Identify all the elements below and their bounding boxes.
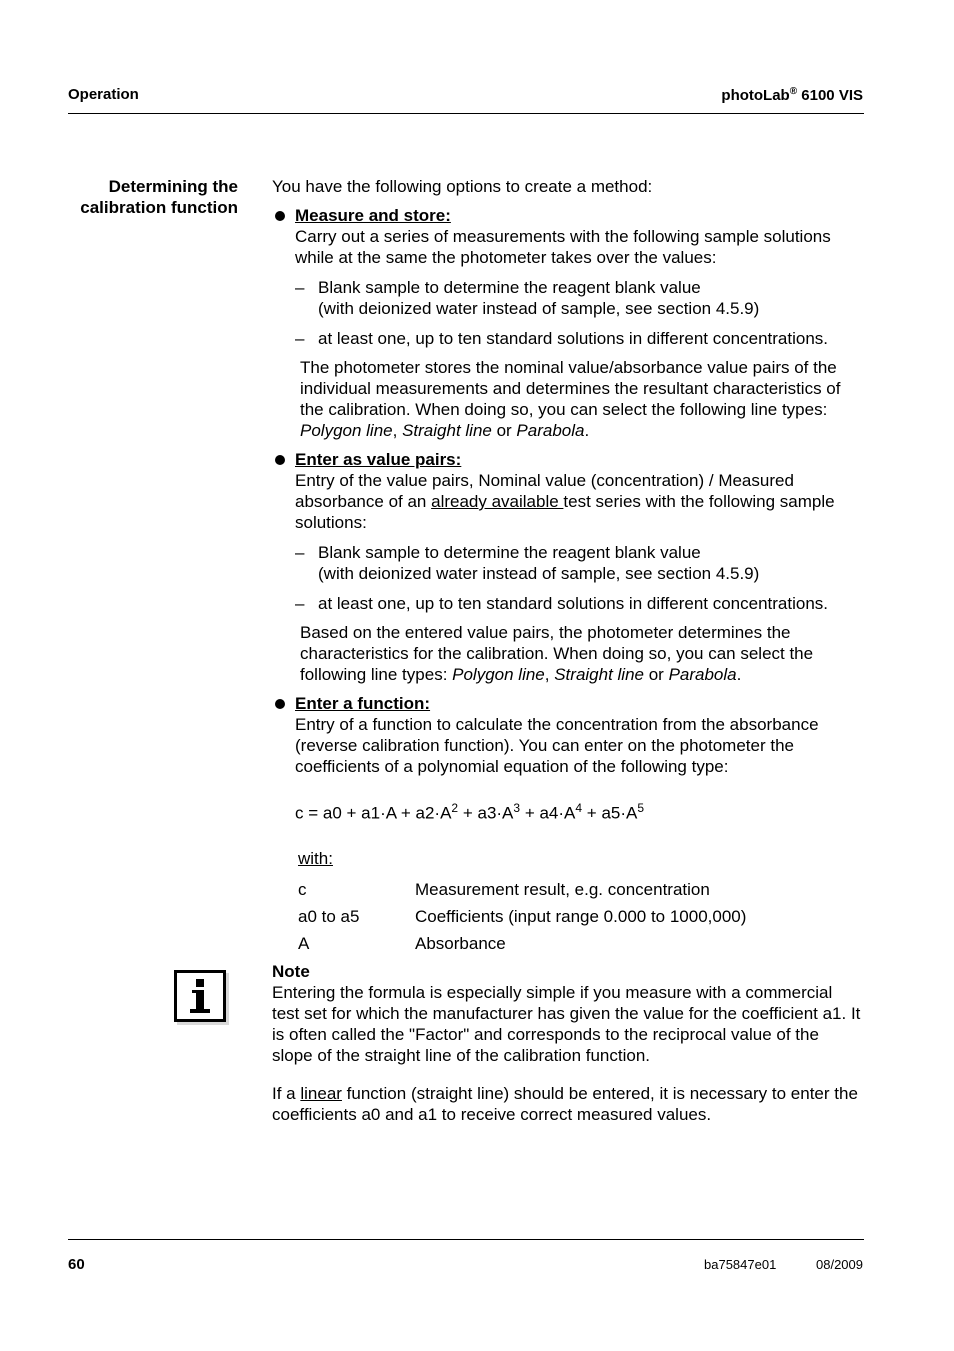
footer-rule [68,1239,864,1240]
dash-item [272,593,862,614]
option-text: Carry out a series of measurements with the following sample solutions while at the same the photometer takes over the values: [295,227,831,267]
definition-row [298,876,862,903]
option-description: The photometer stores the nominal value/absorbance value pairs of the individual measurements and determines the resultant characteristics of the calibration. When doing so, you can select the following line types: Polygon line, Straight line or Parabola. [300,358,841,440]
linear-link: linear [300,1084,342,1103]
side-heading-line1: Determining the [108,177,238,196]
dash-text: (with deionized water instead of sample, see section 4.5.9) [318,564,760,583]
polynomial-formula: $c = a0 + a1\cdot A + a2\cdot A^2 + a3\cdot A^3 + a4\cdot A^4 + a5\cdot A^5$ [295,801,645,823]
main-content [272,176,862,957]
definition-term: c [298,879,307,899]
bullet-icon [275,699,285,709]
line-type-polygon: Polygon line [452,665,545,684]
dash-icon: – [295,278,305,297]
dash-item [272,542,862,584]
option-text: Entry of the value pairs, Nominal value (concentration) / Measured absorbance of an already available test series with the following sample solutions: [295,471,835,532]
page-number: 60 [68,1256,85,1273]
already-available-link: already available [431,492,564,511]
option-title: Enter as value pairs: [295,450,462,469]
product-name: photoLab [721,87,790,104]
definition-table [272,876,862,957]
note-title: Note [272,962,310,981]
definition-desc: Coefficients (input range 0.000 to 1000,000) [415,906,747,926]
line-type-parabola: Parabola [668,665,737,684]
definition-row [298,903,862,930]
dash-text: at least one, up to ten standard solutions in different concentrations. [318,594,829,613]
with-label: with: [298,848,333,868]
dash-text: (with deionized water instead of sample, see section 4.5.9) [318,299,760,318]
dash-text: Blank sample to determine the reagent blank value [318,278,701,297]
option-description: Based on the entered value pairs, the photometer determines the characteristics for the calibration. When doing so, you can select the following line types: Polygon line, Straight line or Parabola. [300,623,814,684]
dash-text: Blank sample to determine the reagent blank value [318,543,701,562]
definition-desc: Measurement result, e.g. concentration [415,879,710,899]
definition-term: A [298,933,310,953]
definition-desc: Absorbance [415,933,506,953]
note-paragraph: Entering the formula is especially simple if you measure with a commercial test set for which the manufacturer has given the value for the coefficient a1. It is often called the "Factor" and corresponds to the reciprocal value of the slope of the straight line of the calibration function. [272,983,861,1065]
line-type-straight: Straight line [402,421,492,440]
info-icon [174,970,226,1022]
option-title: Measure and store: [295,206,451,225]
note-block [272,961,862,1125]
document-date: 08/2009 [816,1257,863,1272]
dash-text: at least one, up to ten standard solutions in different concentrations. [318,329,829,348]
intro-text: You have the following options to create a method: [272,177,653,196]
dash-icon: – [295,329,305,348]
bullet-icon [275,211,285,221]
side-heading-line2: calibration function [80,198,238,217]
bullet-icon [275,455,285,465]
definition-term: a0 to a5 [298,906,360,926]
header-section: Operation [68,86,139,103]
header-rule [68,113,864,114]
option-measure-store [272,205,862,268]
line-type-parabola: Parabola [516,421,585,440]
option-value-pairs [272,449,862,533]
registered-mark: ® [789,86,798,97]
document-id: ba75847e01 [704,1257,777,1272]
option-enter-function [272,693,862,777]
dash-item [272,328,862,349]
side-heading [60,176,238,218]
dash-icon: – [295,594,305,613]
line-type-polygon: Polygon line [300,421,393,440]
definition-row [298,930,862,957]
product-model: 6100 VIS [797,87,863,104]
note-paragraph: If a linear function (straight line) should be entered, it is necessary to enter the coefficients a0 and a1 to receive correct measured values. [272,1084,858,1124]
dash-icon: – [295,543,305,562]
dash-item [272,277,862,319]
option-text: Entry of a function to calculate the concentration from the absorbance (reverse calibration function). You can enter on the photometer the coefficients of a polynomial equation of the following type: [295,715,819,776]
line-type-straight: Straight line [554,665,644,684]
header-product [721,86,863,104]
option-title: Enter a function: [295,694,431,713]
